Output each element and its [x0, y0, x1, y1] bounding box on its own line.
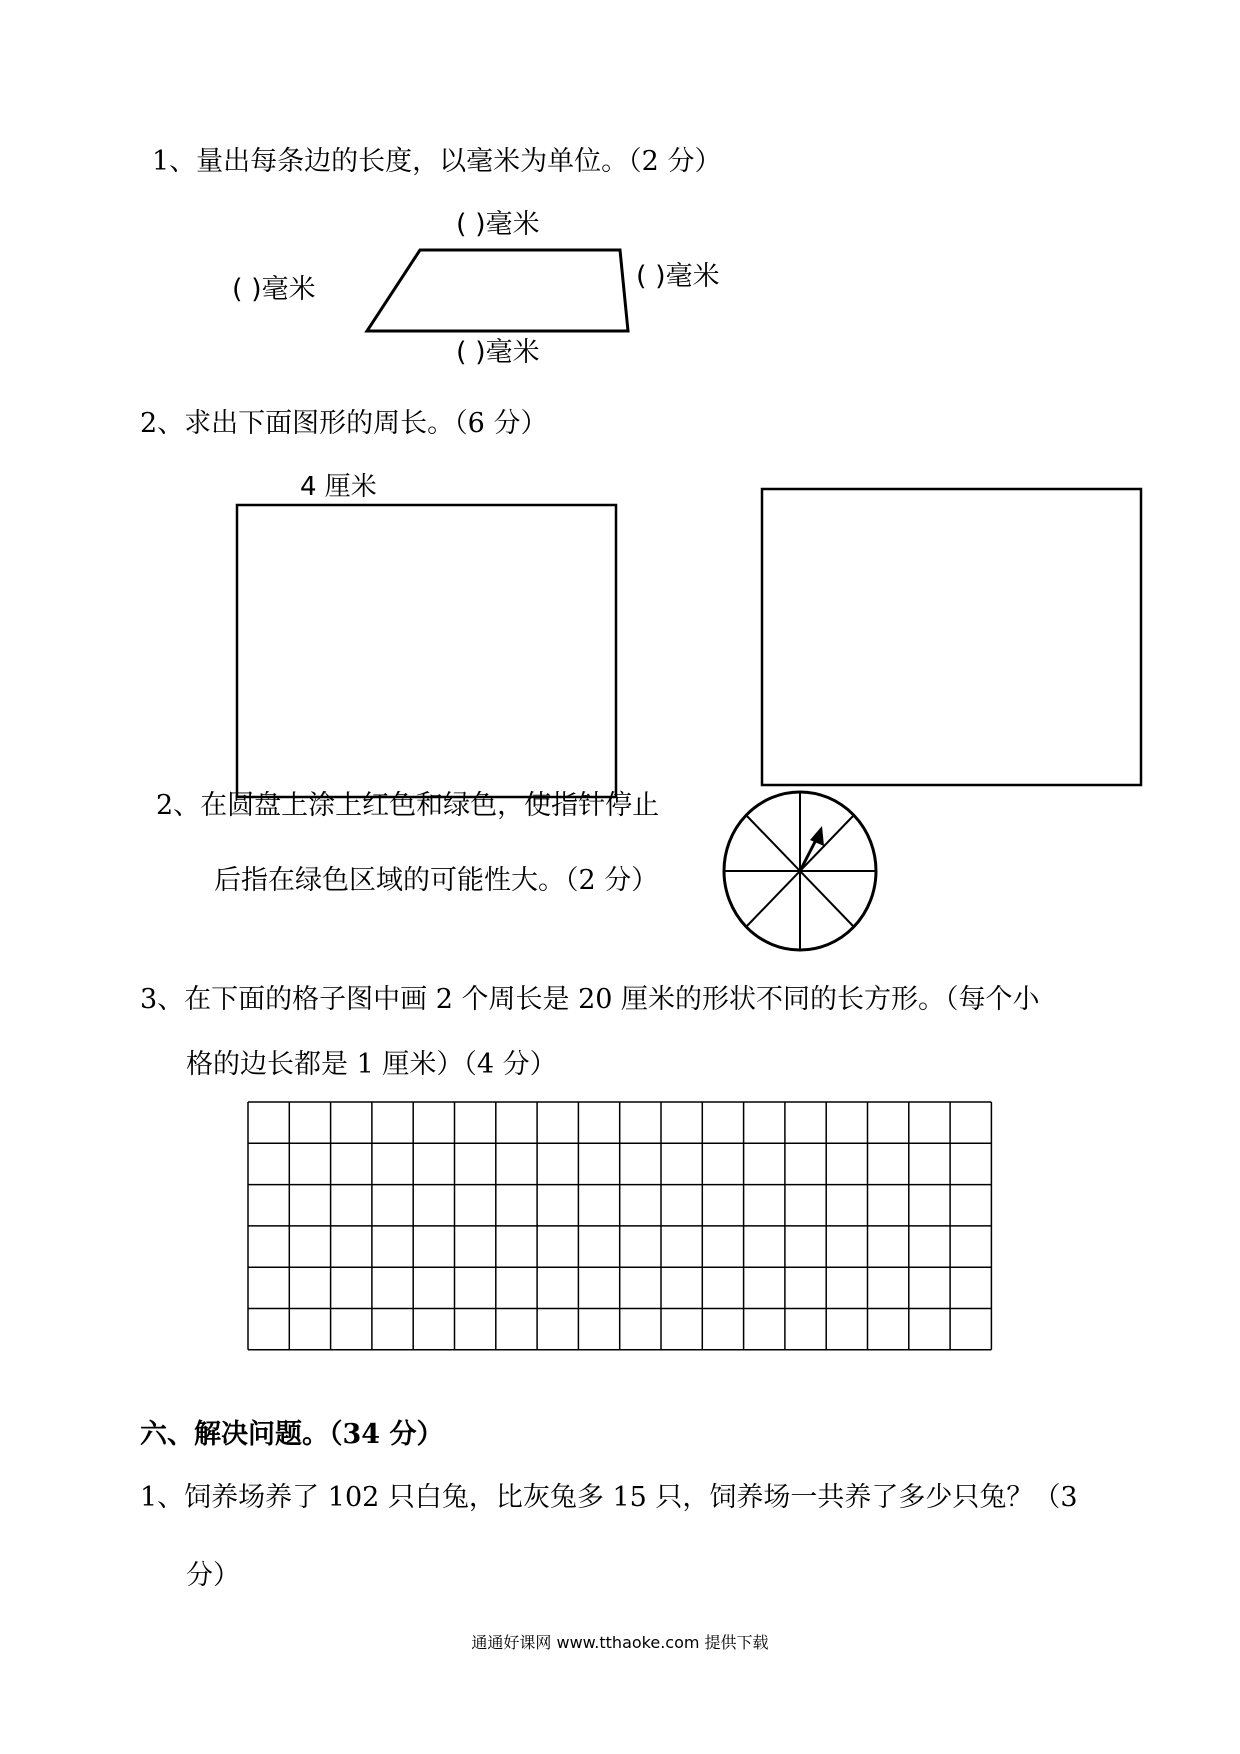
trapezoid-label-bottom: ( )毫米	[456, 337, 540, 368]
square-grid	[248, 1102, 991, 1350]
trapezoid-label-left: ( )毫米	[232, 274, 316, 305]
q1-title: 1、量出每条边的长度，以毫米为单位。（2 分）	[152, 146, 722, 177]
q3-line1: 3、在下面的格子图中画 2 个周长是 20 厘米的形状不同的长方形。（每个小	[140, 984, 1040, 1015]
rectangle-2	[762, 489, 1141, 785]
q2b-line2: 后指在绿色区域的可能性大。（2 分）	[214, 865, 659, 896]
rect1-width-label: 4 厘米	[300, 472, 377, 502]
trapezoid-label-right: ( )毫米	[636, 261, 720, 292]
section6-q1-line1: 1、饲养场养了 102 只白兔，比灰兔多 15 只，饲养场一共养了多少只兔？（3	[140, 1482, 1078, 1513]
trapezoid-label-top: ( )毫米	[456, 209, 540, 240]
trapezoid-shape	[367, 250, 628, 331]
page-footer: 通通好课网 www.tthaoke.com 提供下载	[471, 1633, 769, 1652]
rectangle-1	[237, 505, 616, 797]
q3-line2: 格的边长都是 1 厘米）（4 分）	[186, 1049, 557, 1080]
section6-title: 六、解决问题。（34 分）	[140, 1419, 444, 1450]
q2b-line1: 2、在圆盘上涂上红色和绿色，使指针停止	[156, 790, 660, 821]
q2-title: 2、求出下面图形的周长。（6 分）	[140, 408, 548, 439]
section6-q1-line2: 分）	[186, 1560, 240, 1591]
